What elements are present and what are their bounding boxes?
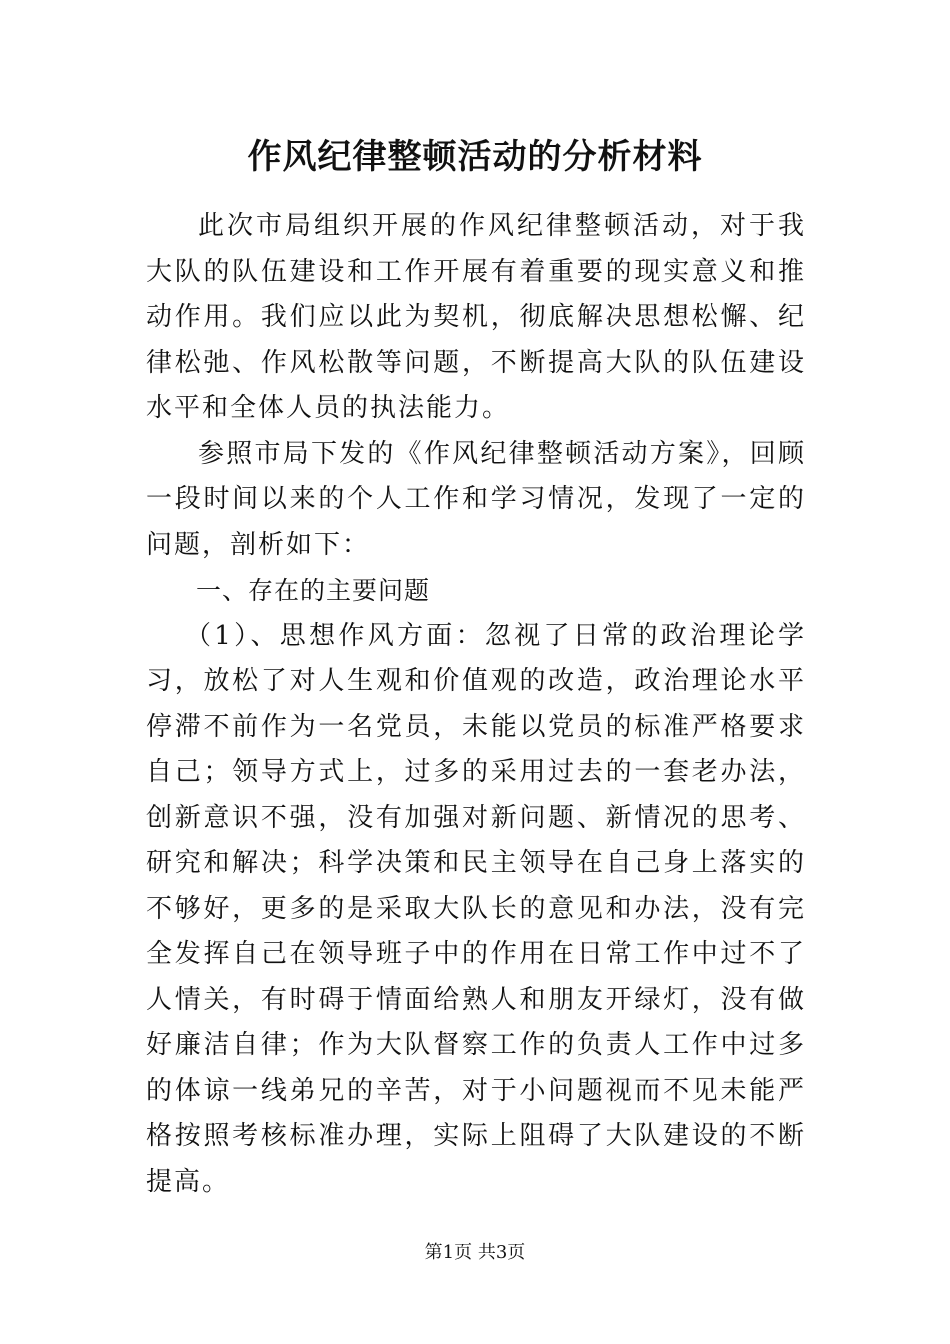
page-title: 作风纪律整顿活动的分析材料 bbox=[247, 137, 703, 177]
paragraph-reference: 参照市局下发的《作风纪律整顿活动方案》，回顾一段时间以来的个人工作和学习情况，发现了一定的问题，剖析如下： bbox=[146, 438, 806, 560]
section-heading: 一、存在的主要问题 bbox=[196, 576, 431, 605]
paragraph-problem-1: （1）、思想作风方面：忽视了日常的政治理论学习，放松了对人生观和价值观的改造，政治理论水平停滞不前作为一名党员，未能以党员的标准严格要求自己；领导方式上，过多的采用过去的一套老办法，创新意识不强，没有加强对新问题、新情况的思考、研究和解决；科学决策和民主领导在自己身上落实的不够好，更多的是采取大队长的意见和办法，没有完全发挥自己在领导班子中的作用在日常工作中过不了人情关，有时碍于情面给熟人和朋友开绿灯，没有做好廉洁自律；作为大队督察工作的负责人工作中过多的体谅一线弟兄的辛苦，对于小问题视而不见未能严格按照考核标准办理，实际上阻碍了大队建设的不断提高。 bbox=[146, 620, 806, 1197]
document-body bbox=[146, 204, 806, 1205]
paragraph-intro: 此次市局组织开展的作风纪律整顿活动，对于我大队的队伍建设和工作开展有着重要的现实意义和推动作用。我们应以此为契机，彻底解决思想松懈、纪律松弛、作风松散等问题，不断提高大队的队伍建设水平和全体人员的执法能力。 bbox=[146, 211, 806, 423]
page-footer: 第1页 共3页 bbox=[424, 1242, 526, 1263]
